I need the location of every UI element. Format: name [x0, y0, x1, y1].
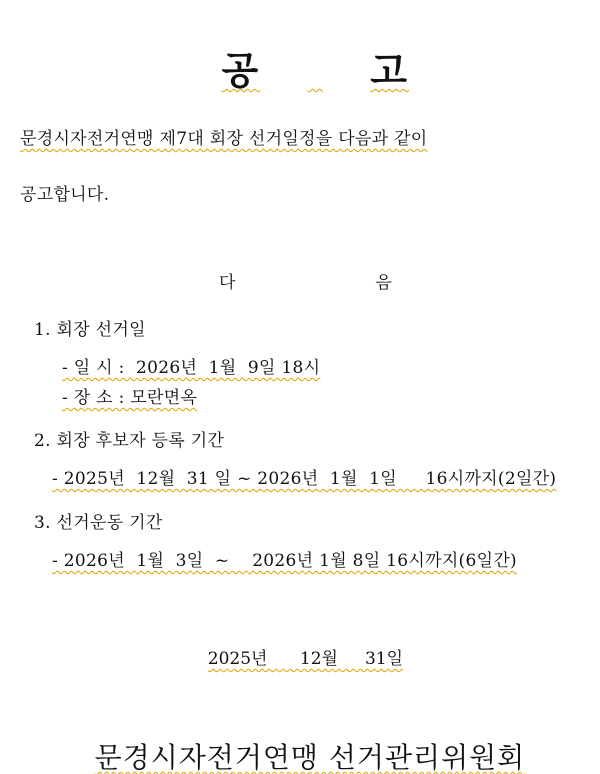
item-2-label: 2. 회장 후보자 등록 기간	[34, 431, 225, 451]
notice-date: 2025년 12월 31일	[207, 649, 404, 669]
heading-char-2: 음	[375, 273, 392, 293]
item-1-location: - 장 소 : 모란면옥	[62, 388, 198, 408]
item-1-datetime: - 일 시 : 2026년 1월 9일 18시	[62, 358, 321, 378]
item-3-period: - 2026년 1월 3일 ~ 2026년 1월 8일 16시까지(6일간)	[52, 551, 517, 571]
title-gap	[260, 52, 370, 90]
notice-title	[0, 14, 600, 93]
item-2-period: - 2025년 12월 31 일 ~ 2026년 1월 1일 16시까지(2일간)	[52, 469, 557, 489]
intro-line-2: 공고합니다.	[20, 185, 110, 205]
intro-line-1: 문경시자전거연맹 제7대 회장 선거일정을 다음과 같이	[20, 129, 428, 149]
item-3-label: 3. 선거운동 기간	[34, 513, 163, 533]
title-char-2: 고	[370, 48, 409, 93]
heading-char-1: 다	[218, 273, 236, 293]
issuing-committee: 문경시자전거연맹 선거관리위원회	[94, 741, 526, 774]
title-char-1: 공	[221, 48, 261, 93]
item-1-label: 1. 회장 선거일	[34, 320, 146, 340]
section-heading	[0, 258, 600, 292]
